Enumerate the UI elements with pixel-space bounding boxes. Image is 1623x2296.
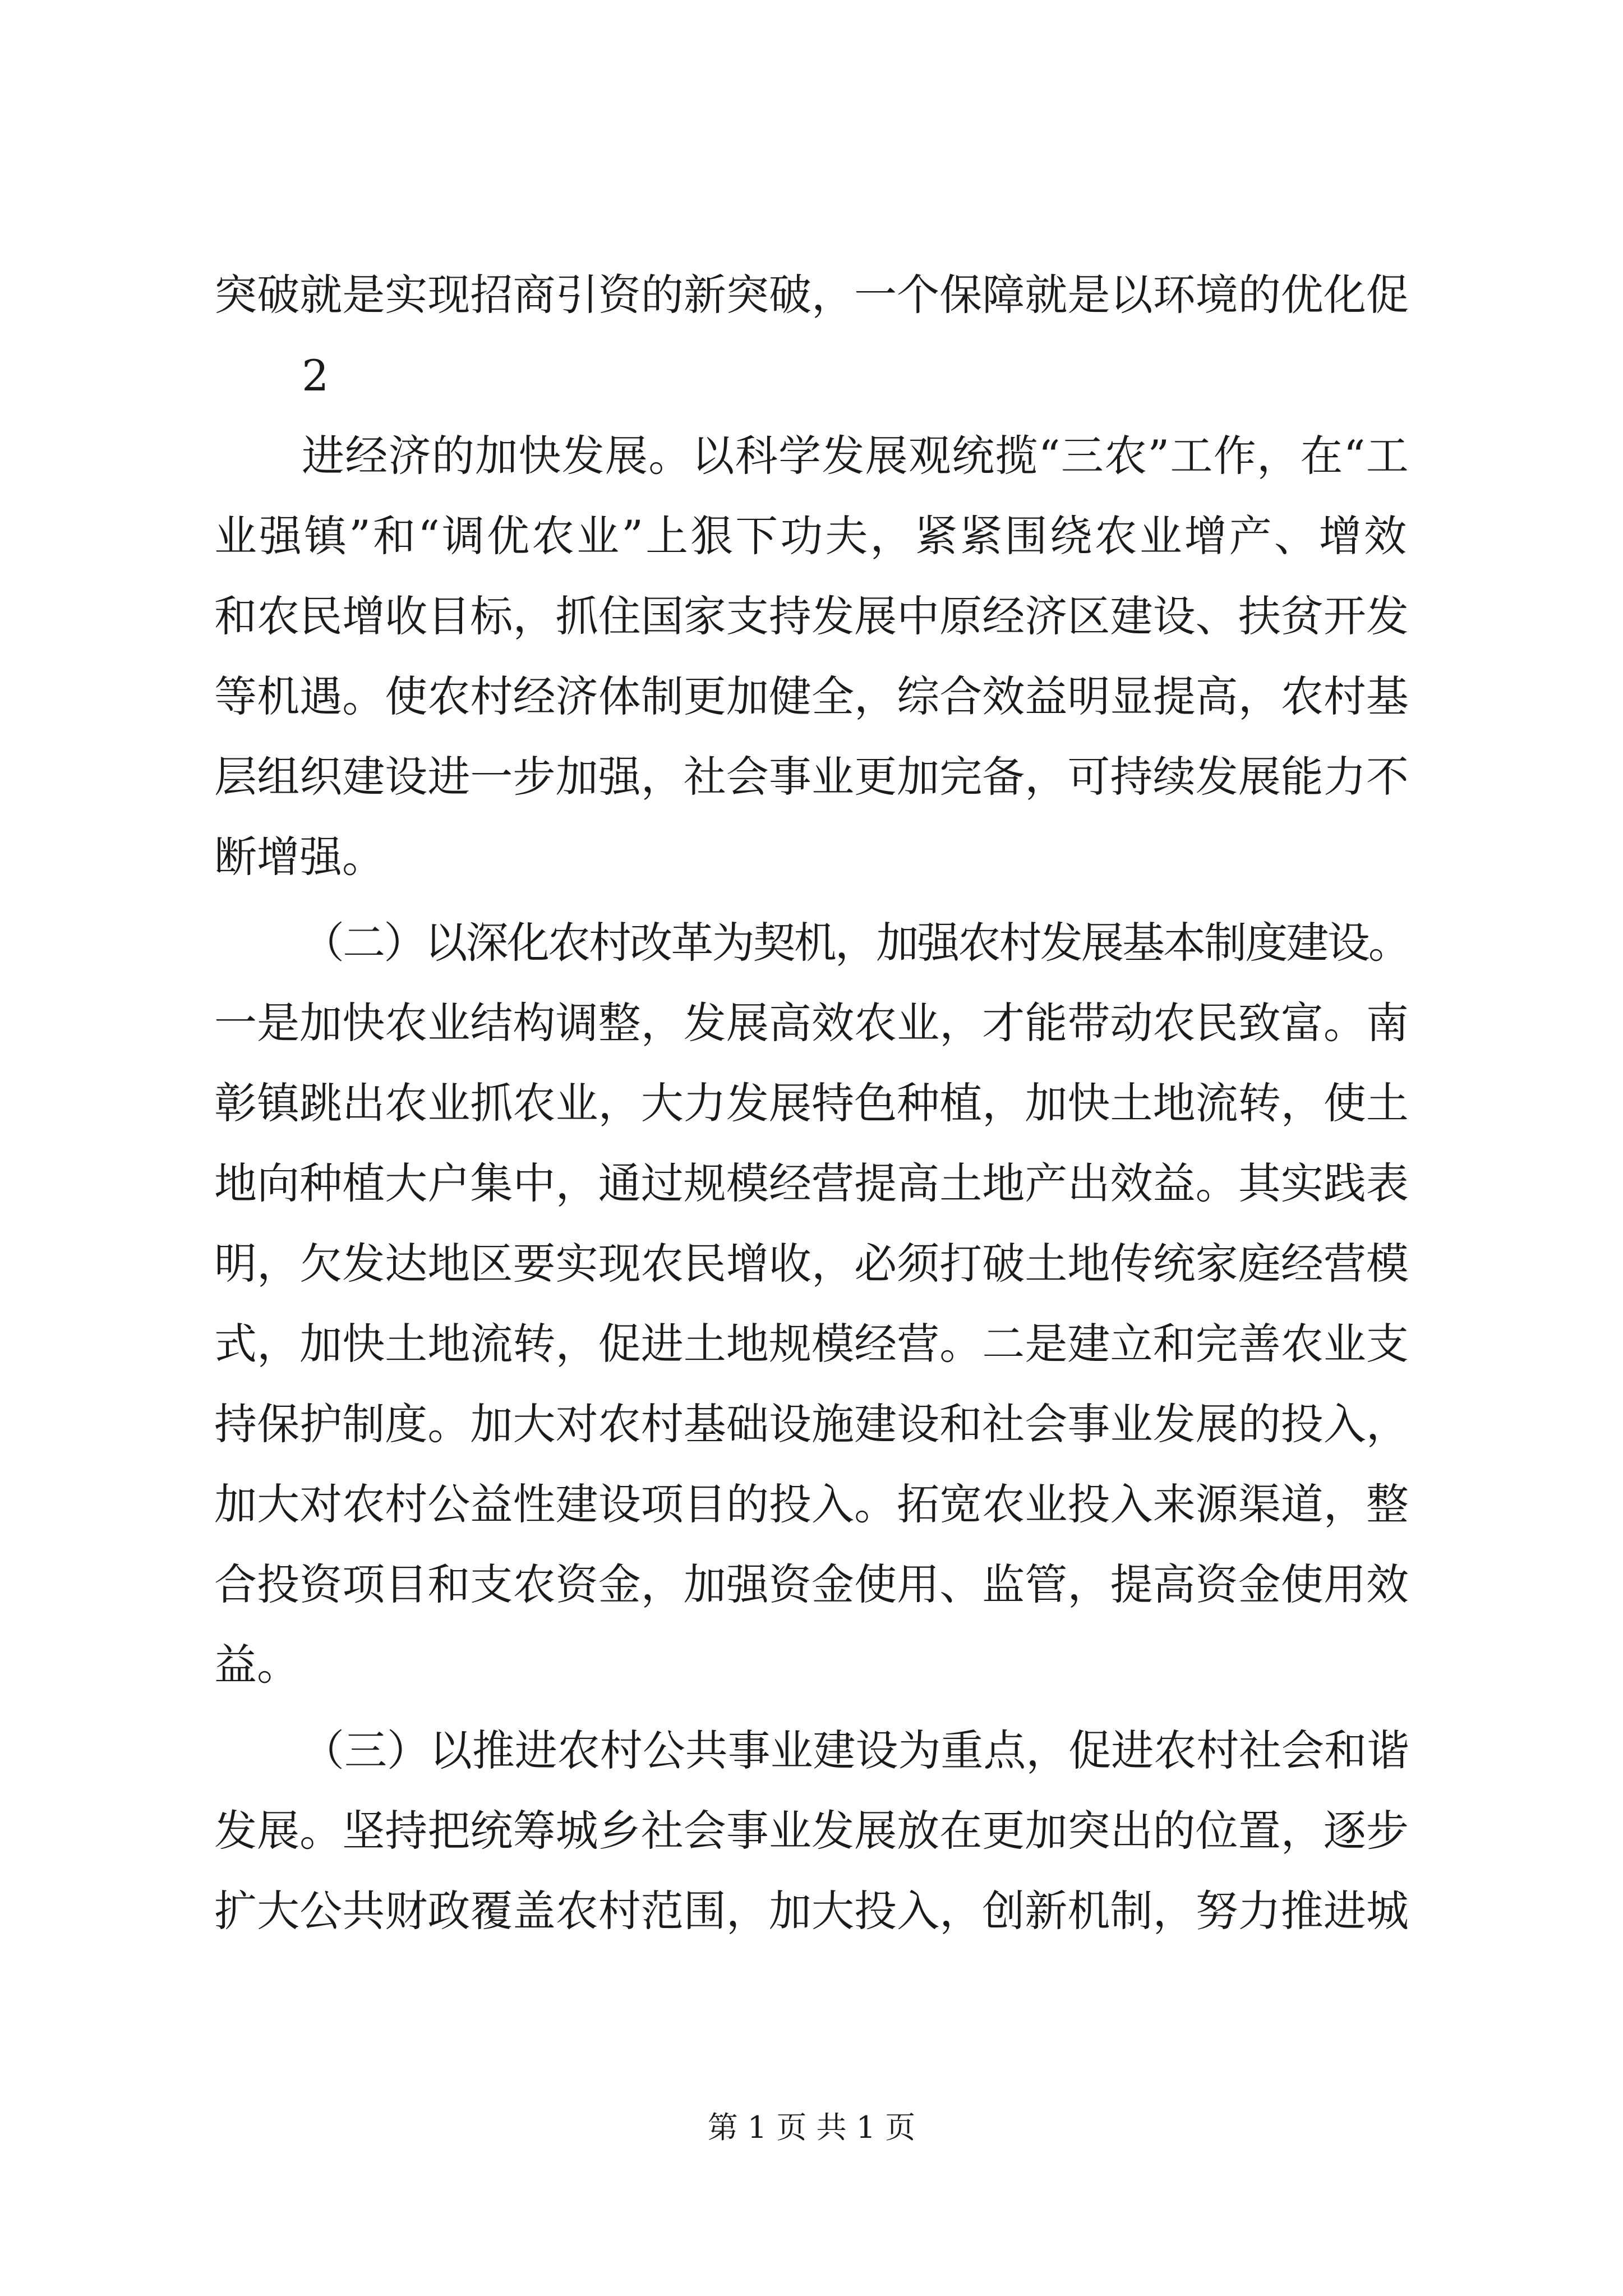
text-line: 合投资项目和支农资金，加强资金使用、监管，提高资金使用效: [214, 1559, 1409, 1609]
text-line: 进经济的加快发展。以科学发展观统揽“三农”工作，在“工: [302, 431, 1409, 481]
text-line: 持保护制度。加大对农村基础设施建设和社会事业发展的投入，: [214, 1399, 1409, 1449]
text-line: 业强镇”和“调优农业”上狠下功夫，紧紧围绕农业增产、增效: [214, 511, 1409, 561]
text-line: 等机遇。使农村经济体制更加健全，综合效益明显提高，农村基: [214, 671, 1409, 721]
text-line: 发展。坚持把统筹城乡社会事业发展放在更加突出的位置，逐步: [214, 1806, 1409, 1856]
text-line: 益。: [214, 1640, 299, 1690]
page-footer: 第 1 页 共 1 页: [707, 2110, 916, 2145]
section-heading-line: （二）以深化农村改革为契机，加强农村发展基本制度建设。: [302, 918, 1409, 968]
section-heading-line: （三）以推进农村公共事业建设为重点，促进农村社会和谐: [302, 1726, 1409, 1775]
text-line: 地向种植大户集中，通过规模经营提高土地产出效益。其实践表: [214, 1158, 1409, 1208]
text-line: 断增强。: [214, 832, 385, 882]
text-line: 明，欠发达地区要实现农民增收，必须打破土地传统家庭经营模: [214, 1239, 1409, 1289]
text-line: 扩大公共财政覆盖农村范围，加大投入，创新机制，努力推进城: [214, 1886, 1409, 1936]
text-line: 突破就是实现招商引资的新突破，一个保障就是以环境的优化促: [214, 270, 1409, 320]
text-line: 彰镇跳出农业抓农业，大力发展特色种植，加快土地流转，使土: [214, 1078, 1409, 1128]
text-line: 式，加快土地流转，促进土地规模经营。二是建立和完善农业支: [214, 1319, 1409, 1369]
text-line: 和农民增收目标，抓住国家支持发展中原经济区建设、扶贫开发: [214, 591, 1409, 641]
page-number-inline: 2: [302, 351, 329, 401]
text-line: 加大对农村公益性建设项目的投入。拓宽农业投入来源渠道，整: [214, 1479, 1409, 1529]
text-line: 一是加快农业结构调整，发展高效农业，才能带动农民致富。南: [214, 998, 1409, 1048]
text-line: 层组织建设进一步加强，社会事业更加完备，可持续发展能力不: [214, 752, 1409, 802]
